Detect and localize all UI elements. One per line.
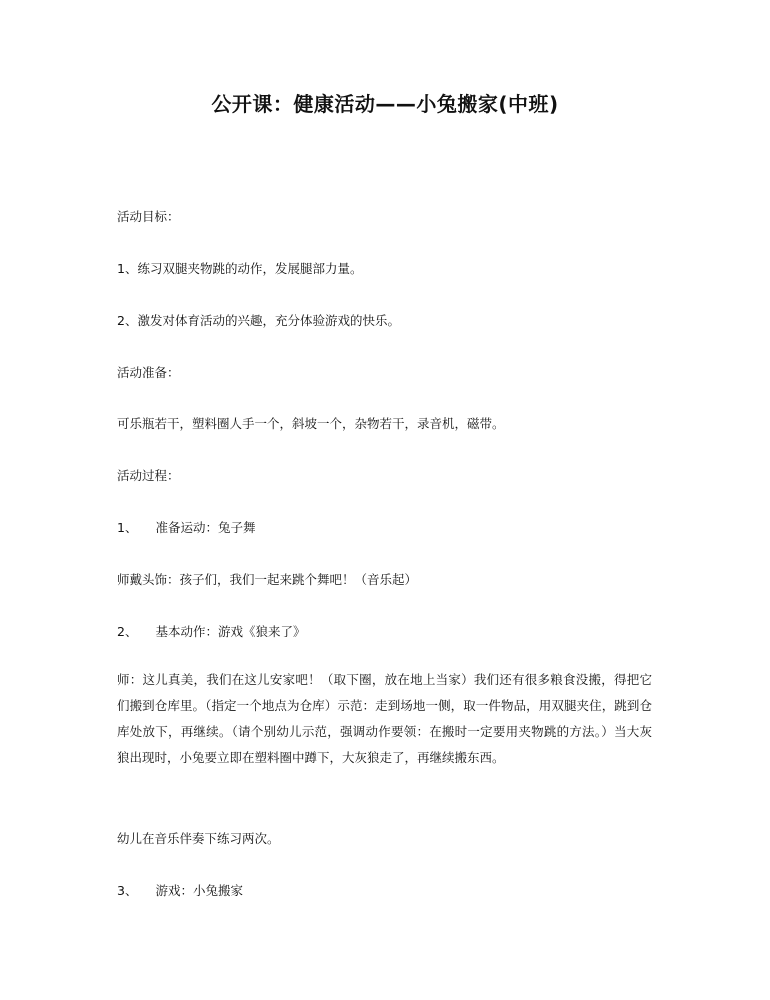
step1-text: 师戴头饰：孩子们，我们一起来跳个舞吧！（音乐起） bbox=[117, 572, 418, 587]
step-label: 游戏：小兔搬家 bbox=[155, 883, 243, 898]
goal-item bbox=[117, 259, 362, 277]
step2-paragraph: 师：这儿真美，我们在这儿安家吧！（取下圈，放在地上当家）我们还有很多粮食没搬，得把它们搬到仓库里。（指定一个地点为仓库）示范：走到场地一侧，取一件物品，用双腿夹住，跳到仓库处放下，再继续。（请个别幼儿示范，强调动作要领：在搬时一定要用夹物跳的方法。）当大灰狼出现时，小兔要立即在塑料圈中蹲下，大灰狼走了，再继续搬东西。 bbox=[117, 672, 652, 765]
goal-text: 、练习双腿夹物跳的动作，发展腿部力量。 bbox=[124, 261, 363, 276]
step-separator: 、 bbox=[124, 520, 138, 535]
step2-practice: 幼儿在音乐伴奏下练习两次。 bbox=[117, 831, 280, 846]
goal-text: 、激发对体育活动的兴趣，充分体验游戏的快乐。 bbox=[124, 313, 400, 328]
goals-heading: 活动目标： bbox=[117, 209, 180, 224]
prep-text: 可乐瓶若干，塑料圈人手一个，斜坡一个，杂物若干，录音机，磁带。 bbox=[117, 416, 505, 431]
prep-heading: 活动准备： bbox=[117, 365, 180, 380]
page-title: 公开课：健康活动——小兔搬家(中班) bbox=[211, 92, 559, 116]
process-heading: 活动过程： bbox=[117, 468, 180, 483]
step-separator: 、 bbox=[124, 883, 138, 898]
step-number: 1 bbox=[117, 520, 125, 535]
goal-number: 2 bbox=[117, 313, 125, 328]
step-label: 基本动作：游戏《狼来了》 bbox=[155, 624, 306, 639]
step-number: 3 bbox=[117, 883, 125, 898]
step-number: 2 bbox=[117, 624, 125, 639]
step-label: 准备运动：兔子舞 bbox=[155, 520, 256, 535]
step-heading bbox=[117, 622, 305, 640]
step-separator: 、 bbox=[124, 624, 138, 639]
goal-item bbox=[117, 311, 400, 329]
goal-number: 1 bbox=[117, 261, 125, 276]
step-heading bbox=[117, 518, 255, 536]
step-heading bbox=[117, 881, 243, 899]
